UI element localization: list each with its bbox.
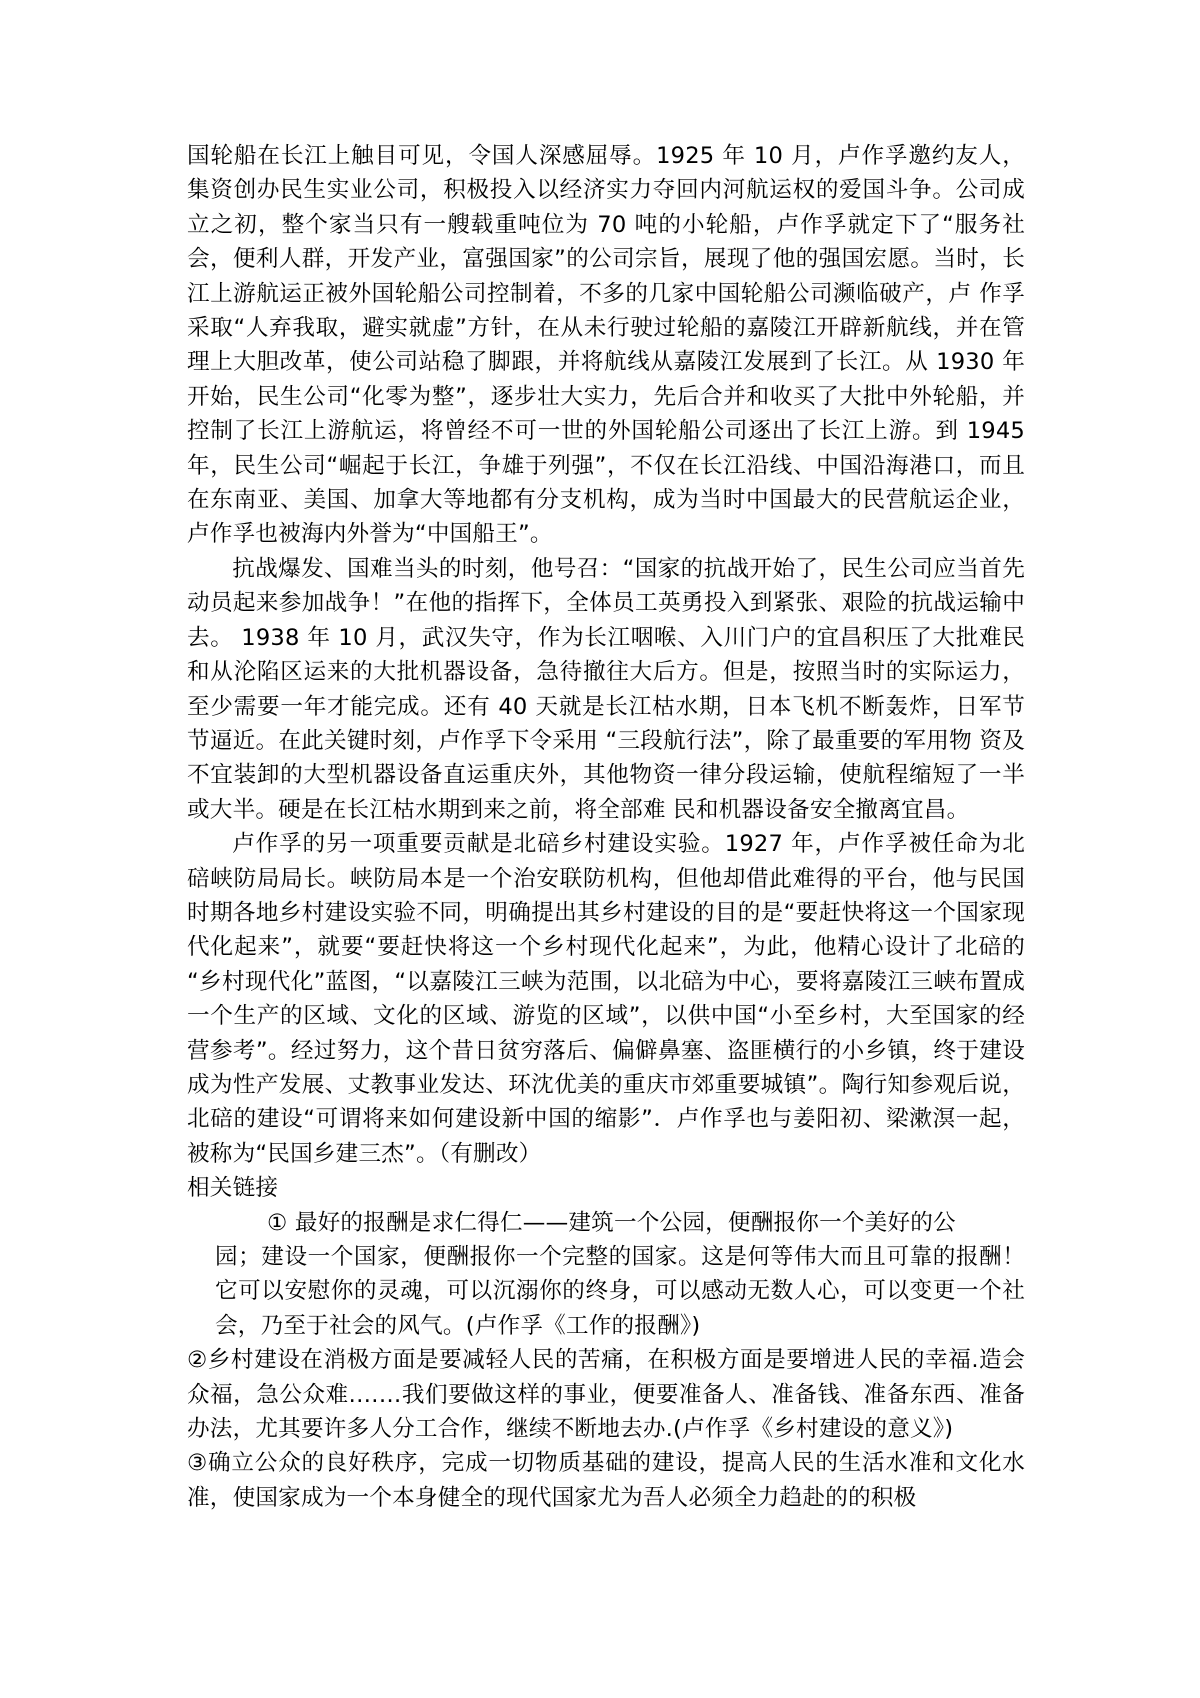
related-link-1 bbox=[187, 1206, 1025, 1344]
related-link-1-rest: 园；建设一个国家，便酬报你一个完整的国家。这是何等伟大而且可靠的报酬！它可以安慰你的灵魂，可以沉溺你的终身，可以感动无数人心，可以变更一个社会，乃至于社会的风气。(卢作孚《工作的报酬》) bbox=[215, 1244, 1025, 1339]
related-link-3: ③确立公众的良好秩序，完成一切物质基础的建设，提高人民的生活水准和文化水准，使国家成为一个本身健全的现代国家尤为吾人必须全力趋赴的的积极 bbox=[187, 1450, 1025, 1511]
article-body bbox=[187, 139, 1025, 1515]
related-link-1-first-line: ① 最好的报酬是求仁得仁——建筑一个公园，便酬报你一个美好的公 bbox=[267, 1209, 956, 1236]
paragraph-1: 国轮船在长江上触目可见，令国人深感屈辱。1925 年 10 月，卢作孚邀约友人，集资创办民生实业公司，积极投入以经济实力夺回内河航运权的爱国斗争。公司成立之初，整个家当只有一艘载重吨位为 70 吨的小轮船，卢作孚就定下了“服务社 会，便利人群，开发产业，富强国家”的公司宗旨，展现了他的强国宏愿。当时，长江上游航运正被外国轮船公司控制着，不多的几家中国轮船公司濒临破产，卢 作孚采取“人弃我取，避实就虚”方针，在从未行驶过轮船的嘉陵江开辟新航线，并在管理上大胆改革，使公司站稳了脚跟，并将航线从嘉陵江发展到了长江。从 1930 年开始，民生公司“化零为整”，逐步壮大实力，先后合并和收买了大批中外轮船，并控制了长江上游航运，将曾经不可一世的外国轮船公司逐出了长江上游。到 1945 年，民生公司“崛起于长江，争雄于列强”，不仅在长江沿线、中国沿海港口，而且在东南亚、美国、加拿大等地都有分支机构，成为当时中国最大的民营航运企业，卢作孚也被海内外誉为“中国船王”。 bbox=[187, 143, 1025, 548]
paragraph-3: 卢作孚的另一项重要贡献是北碚乡村建设实验。1927 年，卢作孚被任命为北碚峡防局局长。峡防局本是一个治安联防机构，但他却借此难得的平台，他与民国时期各地乡村建设实验不同，明确提出其乡村建设的目的是“要赶快将这一个国家现代化起来”，就要“要赶快将这一个乡村现代化起来”，为此，他精心设计了北碚的 “乡村现代化”蓝图，“以嘉陵江三峡为范围，以北碚为中心，要将嘉陵江三峡布置成一个生产的区域、文化的区域、游览的区域”，以供中国“小至乡村，大至国家的经营参考”。经过努力，这个昔日贫穷落后、偏僻鼻塞、盗匪横行的小乡镇，终于建设成为性产发展、丈教事业发达、环沈优美的重庆市郊重要城镇”。陶行知参观后说，北碚的建设“可谓将来如何建设新中国的缩影”．卢作孚也与姜阳初、梁漱溟一起，被称为“民国乡建三杰”。（有删改） bbox=[187, 831, 1025, 1167]
paragraph-2: 抗战爆发、国难当头的时刻，他号召：“国家的抗战开始了，民生公司应当首先动员起来参加战争！”在他的指挥下，全体员工英勇投入到紧张、艰险的抗战运输中去。 1938 年 10 月，武汉失守，作为长江咽喉、入川门户的宜昌积压了大批难民和从沦陷区运来的大批机器设备，急待撤往大后方。但是，按照当时的实际运力，至少需要一年才能完成。还有 40 天就是长江枯水期，日本飞机不断轰炸，日军节节逼近。在此关键时刻，卢作孚下令采用 “三段航行法”，除了最重要的军用物 资及不宜装卸的大型机器设备直运重庆外，其他物资一律分段运输，使航程缩短了一半或大半。硬是在长江枯水期到来之前，将全部难 民和机器设备安全撤离宜昌。 bbox=[187, 555, 1025, 823]
related-link-2: ②乡村建设在消极方面是要减轻人民的苦痛，在积极方面是要增进人民的幸福.造会众福，急公众难.……我们要做这样的事业，便要准备人、准备钱、准备东西、准备办法，尤其要许多人分工合作，继续不断地去办.(卢作孚《乡村建设的意义》) bbox=[187, 1347, 1025, 1443]
related-links-heading: 相关链接 bbox=[187, 1175, 279, 1202]
